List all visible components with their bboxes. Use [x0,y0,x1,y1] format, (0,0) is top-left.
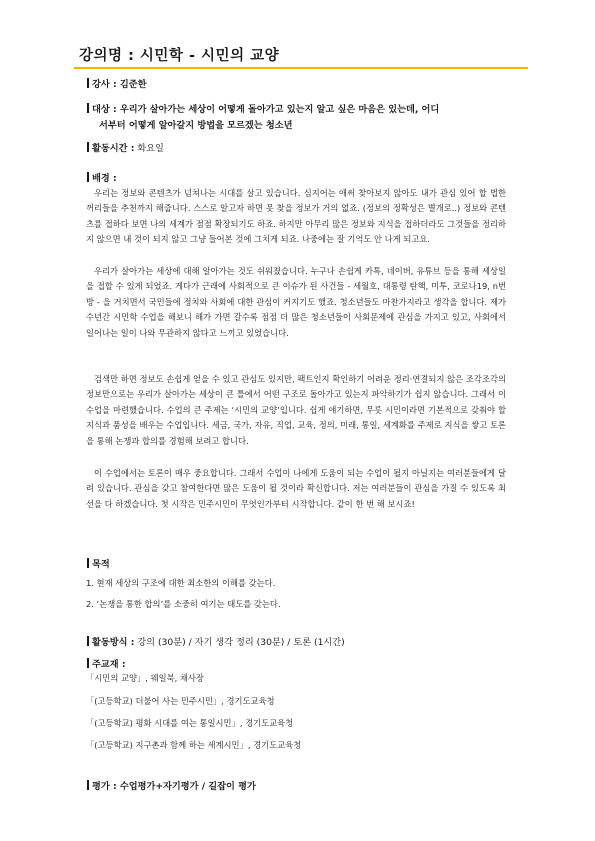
page-title: 강의명 : 시민학 - 시민의 교양 [79,48,280,64]
section-marker [87,658,89,668]
method-value: 강의 (30분) / 자기 생각 정리 (30분) / 토론 (1시간) [134,637,345,648]
title-underline [74,67,528,69]
instructor-label: 강사 : [92,79,117,90]
section-marker [87,78,89,88]
material-item: 「(고등학교) 더불어 사는 민주시민」, 경기도교육청 [86,696,275,706]
materials-heading [87,656,126,670]
purpose-heading [87,556,110,570]
instructor-value: 김준한 [116,79,147,90]
target-section [87,101,439,115]
material-item: 「(고등학교) 지구촌과 함께 하는 세계시민」, 경기도교육청 [86,740,302,750]
method-section [87,634,345,648]
material-item: 「(고등학교) 평화 시대를 여는 통일시민」, 경기도교육청 [86,718,294,728]
evaluation-label: 평가 : 수업평가+자기평가 / 길잡이 평가 [92,781,256,792]
material-item: 「시민의 교양」, 웨일북, 채사장 [86,673,204,683]
purpose-item: 2. ‘논쟁을 통한 합의’를 소중히 여기는 태도를 갖는다. [86,599,281,609]
instructor-section [87,76,146,90]
section-marker [87,103,89,113]
section-marker [87,142,89,152]
schedule-value: 화요일 [134,143,164,154]
section-marker [87,636,89,646]
schedule-section [87,140,164,154]
background-paragraph: 검색만 하면 정보도 손쉽게 얻을 수 있고 관심도 있지만, 팩트인지 확인하기 어려운 정리·연결되지 않은 조각조각의 정보만으로는 우리가 살아가는 세상이 큰 틀에서 어떤 구조로 돌아가고 있는지 파악하기가 쉽지 않습니다. 그래서 이 수업을 마련했습니다. 수업의 큰 주제는 ‘시민의 교양’입니다. 쉽게 얘기하면, 무릇 시민이라면 기본적으로 갖춰야 할 지식과 품성을 배우는 수업입니다. 세금, 국가, 자유, 직업, 교육, 정의, 미래, 통일, 세계화를 주제로 지식을 쌓고 토론을 통해 논쟁과 합의를 경험해 보려고 합니다. [86,374,506,446]
background-paragraph: 우리가 살아가는 세상에 대해 알아가는 것도 쉬워졌습니다. 누구나 손쉽게 카톡, 네이버, 유튜브 등을 통해 세상일을 접할 수 있게 되었죠. 게다가 근래에 사회적으로 큰 이슈가 된 사건들 - 세월호, 대통령 탄핵, 미투, 코로나19, n번방 - 을 거치면서 국민들에 정치와 사회에 대한 관심이 커지기도 했죠. 청소년들도 마찬가지라고 생각을 합니다. 제가 수년간 시민학 수업을 해보니 해가 가면 갈수록 점점 더 많은 청소년들이 사회문제에 관심을 가지고 있고, 사회에서 일어나는 일이 나와 무관하지 않다고 느끼고 있었습니다. [86,266,506,338]
background-paragraph: 이 수업에서는 토론이 매우 중요합니다. 그래서 수업이 나에게 도움이 되는 수업이 될지 아닐지는 여러분들에게 달려 있습니다. 관심을 갖고 참여한다면 많은 도움이 될 것이라 확신합니다. 저는 여러분들이 관심을 가질 수 있도록 최선을 다 하겠습니다. 첫 시작은 민주시민이 무엇인가부터 시작합니다. 같이 한 번 해 보시죠! [86,468,506,509]
section-marker [87,172,89,182]
background-heading [87,170,117,184]
materials-heading-label: 주교재 : [92,659,126,670]
background-heading-label: 배경 : [92,173,117,184]
purpose-item: 1. 현재 세상의 구조에 대한 최소한의 이해를 갖는다. [86,578,276,588]
purpose-heading-label: 목적 [92,559,110,570]
schedule-label: 활동시간 : [92,143,135,154]
method-label: 활동방식 : [92,637,135,648]
target-label: 대상 : [92,104,117,115]
target-line1: 우리가 살아가는 세상이 어떻게 돌아가고 있는지 알고 싶은 마음은 있는데, 어디 [116,104,440,115]
background-paragraph: 우리는 정보와 콘텐츠가 넘쳐나는 시대를 살고 있습니다. 심지어는 애써 찾아보지 않아도 내가 관심 있어 할 법한 꺼리들을 추천까지 해줍니다. 스스로 알고자 하면 못 찾을 정보가 거의 없죠. (정보의 정확성은 별개로..) 정보와 콘텐츠를 접하다 보면 나의 세계가 점점 확장되기도 하죠. 하지만 아무리 많은 정보와 지식을 접하더라도 그것들을 정리하지 않으면 내 것이 되지 않고 그냥 들어본 것에 그치게 되죠. 나중에는 잘 기억도 안 나게 되고요. [86,188,506,245]
evaluation-section [87,778,256,792]
target-line2: 서부터 어떻게 알아갈지 방법을 모르겠는 청소년 [99,120,293,131]
section-marker [87,558,89,568]
section-marker [87,780,89,790]
